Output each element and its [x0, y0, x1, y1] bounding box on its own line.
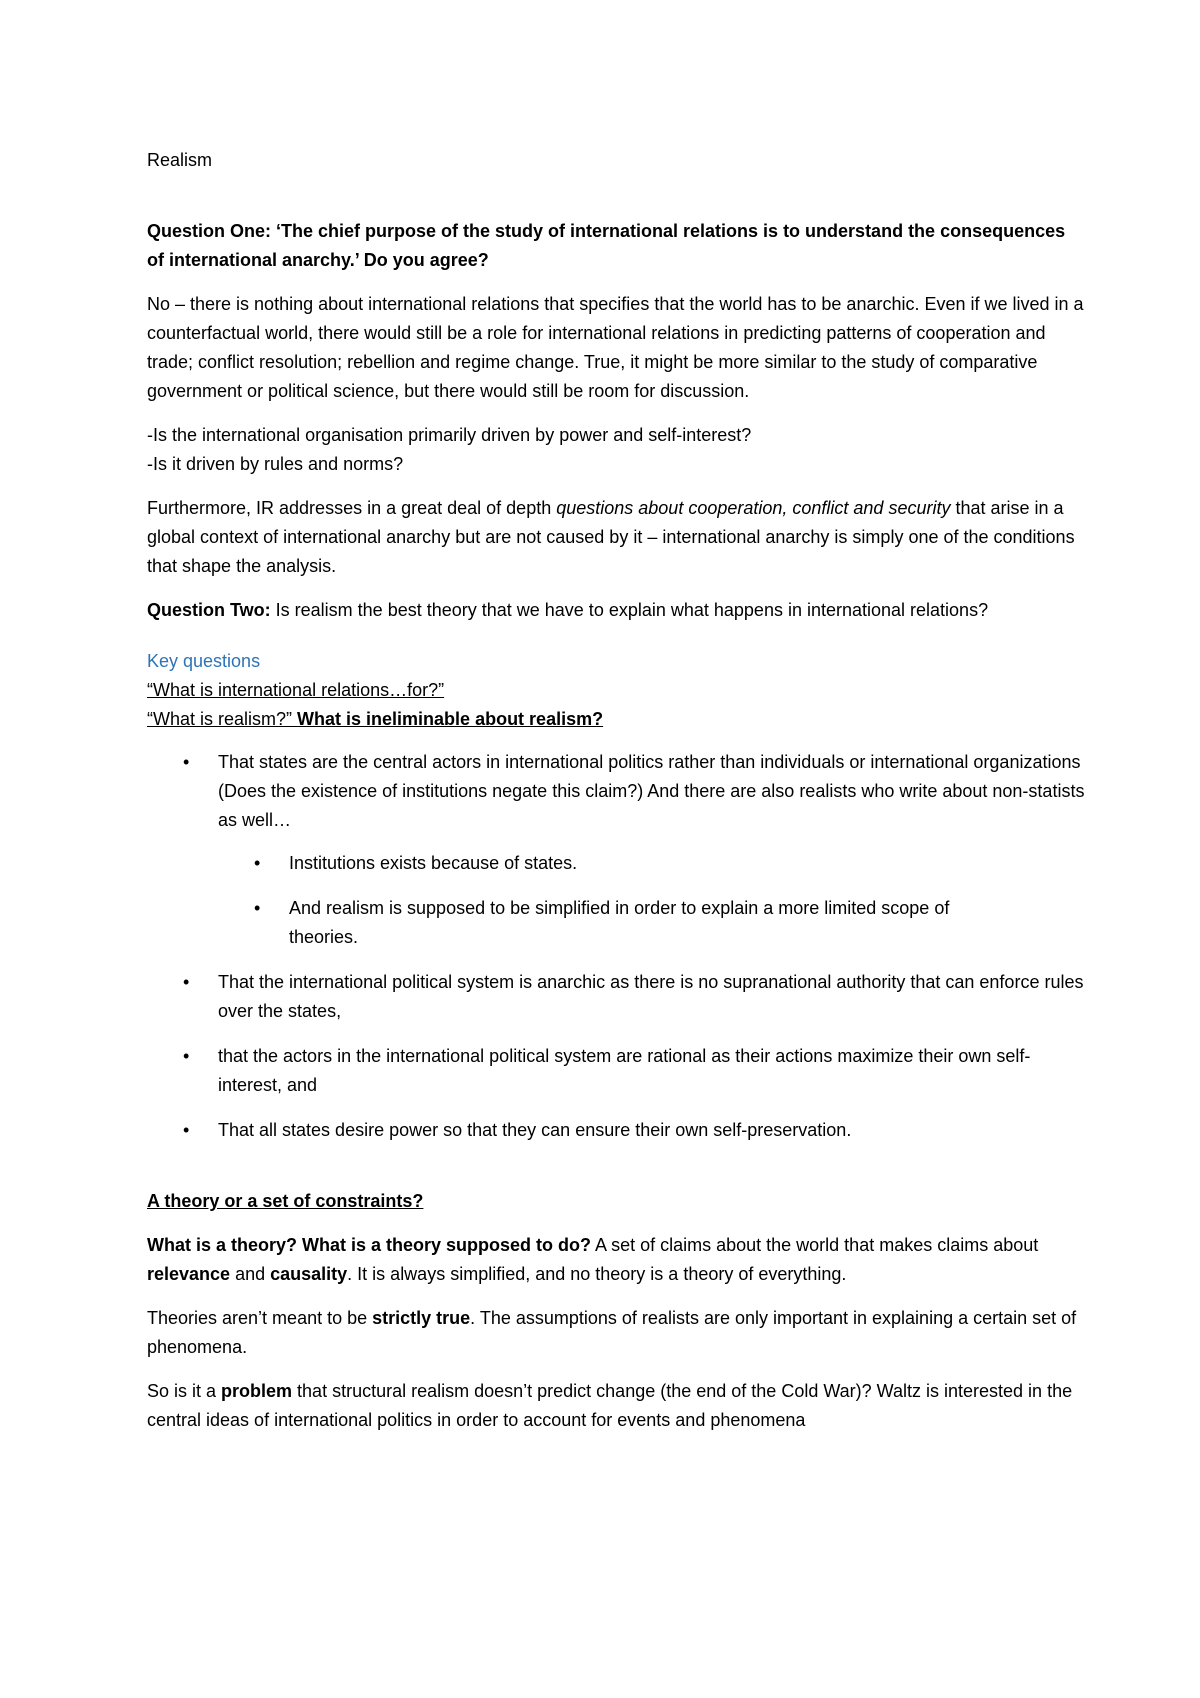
document-body [147, 146, 1087, 1435]
furthermore-rest: that arise in a global context of international anarchy but are not caused by it – international anarchy is simply one of the conditions that shape the analysis. [147, 498, 1075, 576]
sub-list [218, 849, 1087, 952]
paragraph-problem [147, 1377, 1087, 1435]
key-question-realism-b: What is ineliminable about realism? [297, 709, 604, 729]
body-text: and [230, 1264, 271, 1284]
list-item [147, 1116, 1087, 1145]
paragraph-what-is-theory [147, 1231, 1087, 1289]
key-question-ir: “What is international relations…for?” [147, 680, 445, 700]
list-item [147, 748, 1087, 952]
bullet-icon: • [254, 853, 261, 873]
paragraph-furthermore [147, 494, 1087, 581]
list-item-text: That the international political system is anarchic as there is no supranational authority that can enforce rules over the states, [218, 972, 1084, 1021]
question-line-rules: -Is it driven by rules and norms? [147, 454, 404, 474]
key-questions-heading: Key questions [147, 651, 261, 671]
bold-text: problem [221, 1381, 293, 1401]
question-one: Question One: ‘The chief purpose of the study of international relations is to understand the consequences of international anarchy.’ Do you agree? [147, 221, 1066, 270]
section-heading-theory: A theory or a set of constraints? [147, 1191, 424, 1211]
bold-text: relevance [147, 1264, 231, 1284]
body-text: Theories aren’t meant to be [147, 1308, 373, 1328]
list-item [147, 968, 1087, 1026]
realism-assumptions-list [147, 748, 1087, 1145]
question-two [147, 596, 1087, 625]
sub-list-item-text: And realism is supposed to be simplified in order to explain a more limited scope of theories. [289, 898, 950, 947]
sub-list-item [145, 894, 1014, 952]
body-text: . It is always simplified, and no theory is a theory of everything. [347, 1264, 847, 1284]
key-question-realism-a: “What is realism?” [147, 709, 298, 729]
bold-text: causality [270, 1264, 348, 1284]
body-text: A set of claims about the world that makes claims about [591, 1235, 1039, 1255]
bullet-icon: • [183, 1046, 190, 1066]
bold-text: strictly true [372, 1308, 471, 1328]
body-text: So is it a [147, 1381, 222, 1401]
bullet-icon: • [183, 752, 190, 772]
question-two-text: Is realism the best theory that we have to explain what happens in international relations? [270, 600, 989, 620]
key-question-realism [147, 705, 1087, 734]
sub-list-item-text: Institutions exists because of states. [289, 853, 578, 873]
list-item-text: That states are the central actors in international politics rather than individuals or international organizations (Does the existence of institutions negate this claim?) And there are also realists who write about non-statists as well… [218, 752, 1085, 830]
document-title: Realism [147, 150, 213, 170]
bold-text: What is a theory? What is a theory supposed to do? [147, 1235, 592, 1255]
furthermore-text: Furthermore, IR addresses in a great deal of depth [147, 498, 557, 518]
bullet-icon: • [183, 972, 190, 992]
sub-list-item [145, 849, 1014, 878]
body-text: that structural realism doesn’t predict change (the end of the Cold War)? Waltz is interested in the central ideas of international politics in order to account for events and phenomena [147, 1381, 1073, 1430]
list-item-text: that the actors in the international political system are rational as their actions maximize their own self-interest, and [218, 1046, 1031, 1095]
list-item [147, 1042, 1087, 1100]
bullet-icon: • [183, 1120, 190, 1140]
bullet-icon: • [254, 898, 261, 918]
list-item-text: That all states desire power so that they can ensure their own self-preservation. [218, 1120, 852, 1140]
body-text: . The assumptions of realists are only important in explaining a certain set of phenomena. [147, 1308, 1077, 1357]
question-two-label: Question Two: [147, 600, 271, 620]
question-line-power: -Is the international organisation primarily driven by power and self-interest? [147, 425, 752, 445]
furthermore-italic: questions about cooperation, conflict and security [556, 498, 951, 518]
paragraph-answer: No – there is nothing about international relations that specifies that the world has to be anarchic. Even if we lived in a counterfactual world, there would still be a role for international relations in predicting patterns of cooperation and trade; conflict resolution; rebellion and regime change. True, it might be more similar to the study of comparative government or political science, but there would still be room for discussion. [147, 294, 1084, 401]
paragraph-strictly-true [147, 1304, 1087, 1362]
